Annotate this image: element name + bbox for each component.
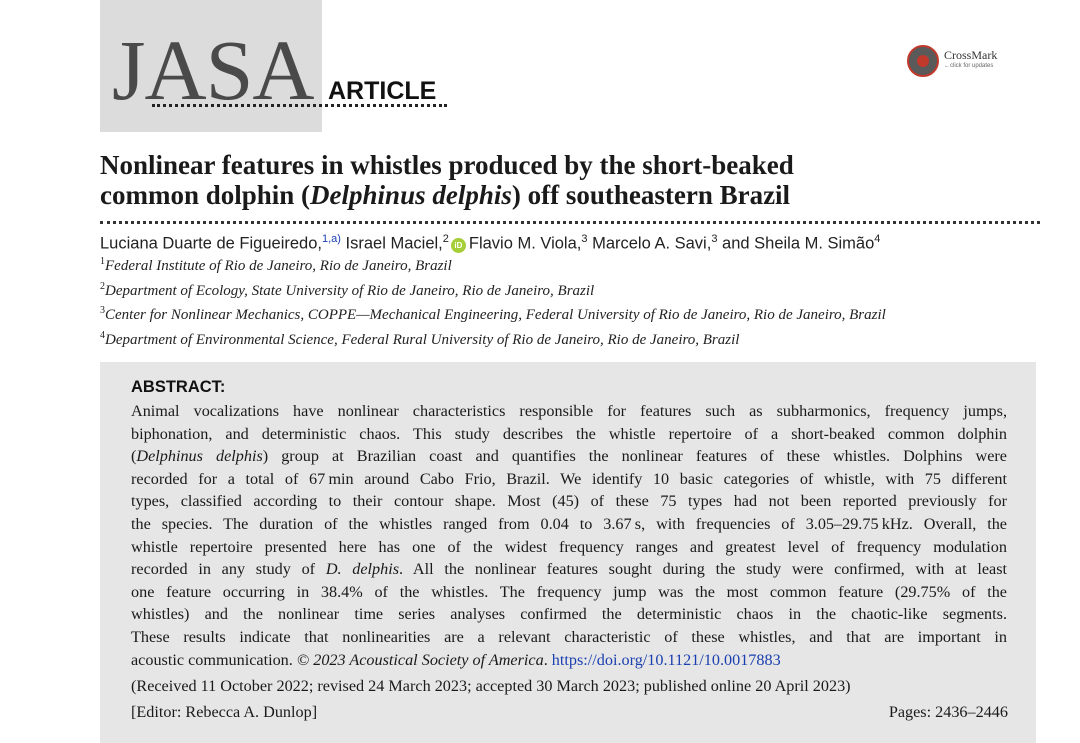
abstract-text: . bbox=[543, 650, 552, 669]
abstract-text: . All the nonlinear features sought during the study were confirmed, with at least bbox=[399, 560, 1007, 579]
author-name: Marcelo A. Savi, bbox=[592, 234, 712, 253]
title-dotted-rule bbox=[100, 221, 1040, 224]
crossmark-subtitle: ←click for updates bbox=[944, 63, 994, 69]
affiliation-1 bbox=[100, 256, 452, 275]
abstract-text: ( bbox=[131, 447, 137, 466]
author-affiliation-sup: 3 bbox=[711, 233, 718, 245]
abstract-body bbox=[131, 400, 1007, 671]
affiliation-number: 2 bbox=[100, 281, 105, 292]
abstract-species: D. delphis bbox=[325, 560, 400, 579]
affiliation-number: 3 bbox=[100, 305, 105, 316]
author-name: Luciana Duarte de Figueiredo, bbox=[100, 234, 322, 253]
abstract-line: These results indicate that nonlinearities are a relevant characteristic of these whistles, and that are important in bbox=[131, 627, 1007, 646]
abstract-species: Delphinus delphis bbox=[136, 447, 263, 466]
author-affiliation-sup: 4 bbox=[874, 233, 881, 245]
affiliation-3 bbox=[100, 305, 886, 324]
doi-link[interactable]: https://doi.org/10.1121/10.0017883 bbox=[551, 650, 781, 669]
affiliation-text: Department of Environmental Science, Federal Rural University of Rio de Janeiro, Rio de Janeiro, Brazil bbox=[105, 332, 740, 348]
paper-title bbox=[100, 150, 1060, 210]
abstract-line: recorded for a total of 67 min around Cabo Frio, Brazil. We identify 10 basic categories of whistle, with 75 different bbox=[131, 469, 1007, 488]
title-line-2-prefix: common dolphin ( bbox=[100, 180, 311, 210]
abstract-line: types, classified according to their contour shape. Most (45) of these 75 types had not been reported previously for bbox=[131, 492, 1007, 511]
abstract-line bbox=[131, 445, 1007, 468]
abstract-line: whistles) and the nonlinear time series analyses confirmed the deterministic chaos in the chaotic-like segments. bbox=[131, 605, 1007, 624]
author-name: and Sheila M. Simão bbox=[722, 234, 875, 253]
affiliation-text: Center for Nonlinear Mechanics, COPPE—Mechanical Engineering, Federal University of Rio de Janeiro, Rio de Janeiro, Brazil bbox=[105, 307, 886, 323]
crossmark-badge[interactable] bbox=[907, 45, 1017, 81]
crossmark-icon bbox=[907, 45, 939, 77]
author-name: Flavio M. Viola, bbox=[468, 234, 582, 253]
abstract-text: ) group at Brazilian coast and quantifies the nonlinear features of these whistles. Dolphins were bbox=[262, 447, 1007, 466]
abstract-line bbox=[131, 649, 1007, 672]
author-affiliation-link[interactable]: 1,a) bbox=[321, 233, 341, 245]
author-affiliation-sup: 3 bbox=[581, 233, 588, 245]
journal-logo: JASA bbox=[112, 22, 314, 118]
abstract-line: the species. The duration of the whistles ranged from 0.04 to 3.67 s, with frequencies of 3.05–29.75 kHz. Overall, the bbox=[131, 514, 1007, 533]
orcid-icon[interactable]: iD bbox=[451, 238, 466, 253]
author-name: Israel Maciel, bbox=[345, 234, 443, 253]
abstract-heading: ABSTRACT: bbox=[131, 378, 226, 396]
affiliation-number: 1 bbox=[100, 256, 105, 267]
page-range: Pages: 2436–2446 bbox=[888, 703, 1008, 721]
affiliation-number: 4 bbox=[100, 330, 105, 341]
abstract-line: whistle repertoire presented here has one of the widest frequency ranges and greatest level of frequency modulation bbox=[131, 537, 1007, 556]
abstract-line bbox=[131, 558, 1007, 581]
abstract-line: Animal vocalizations have nonlinear characteristics responsible for features such as subharmonics, frequency jumps, bbox=[131, 402, 1007, 420]
affiliation-4 bbox=[100, 330, 739, 349]
title-line-2-suffix: ) off southeastern Brazil bbox=[511, 180, 791, 210]
author-list bbox=[100, 233, 1060, 254]
affiliation-text: Federal Institute of Rio de Janeiro, Rio de Janeiro, Brazil bbox=[105, 258, 452, 274]
affiliation-text: Department of Ecology, State University of Rio de Janeiro, Rio de Janeiro, Brazil bbox=[105, 283, 595, 299]
crossmark-title: CrossMark bbox=[944, 48, 998, 62]
affiliation-2 bbox=[100, 281, 594, 300]
copyright-notice: © 2023 Acoustical Society of America bbox=[296, 650, 544, 669]
title-species: Delphinus delphis bbox=[310, 180, 512, 210]
abstract-text: recorded in any study of bbox=[131, 560, 326, 579]
received-dates: (Received 11 October 2022; revised 24 March 2023; accepted 30 March 2023; published online 20 April 2023) bbox=[131, 677, 851, 695]
editor-line: [Editor: Rebecca A. Dunlop] bbox=[131, 703, 318, 721]
author-affiliation-sup: 2 bbox=[442, 233, 449, 245]
article-type-label: ARTICLE bbox=[328, 77, 437, 105]
abstract-line: biphonation, and deterministic chaos. This study describes the whistle repertoire of a short-beaked common dolphin bbox=[131, 424, 1007, 443]
title-line-1: Nonlinear features in whistles produced by the short-beaked bbox=[100, 150, 794, 180]
abstract-text: acoustic communication. bbox=[131, 650, 297, 669]
abstract-line: one feature occurring in 38.4% of the whistles. The frequency jump was the most common feature (29.75% of the bbox=[131, 582, 1007, 601]
